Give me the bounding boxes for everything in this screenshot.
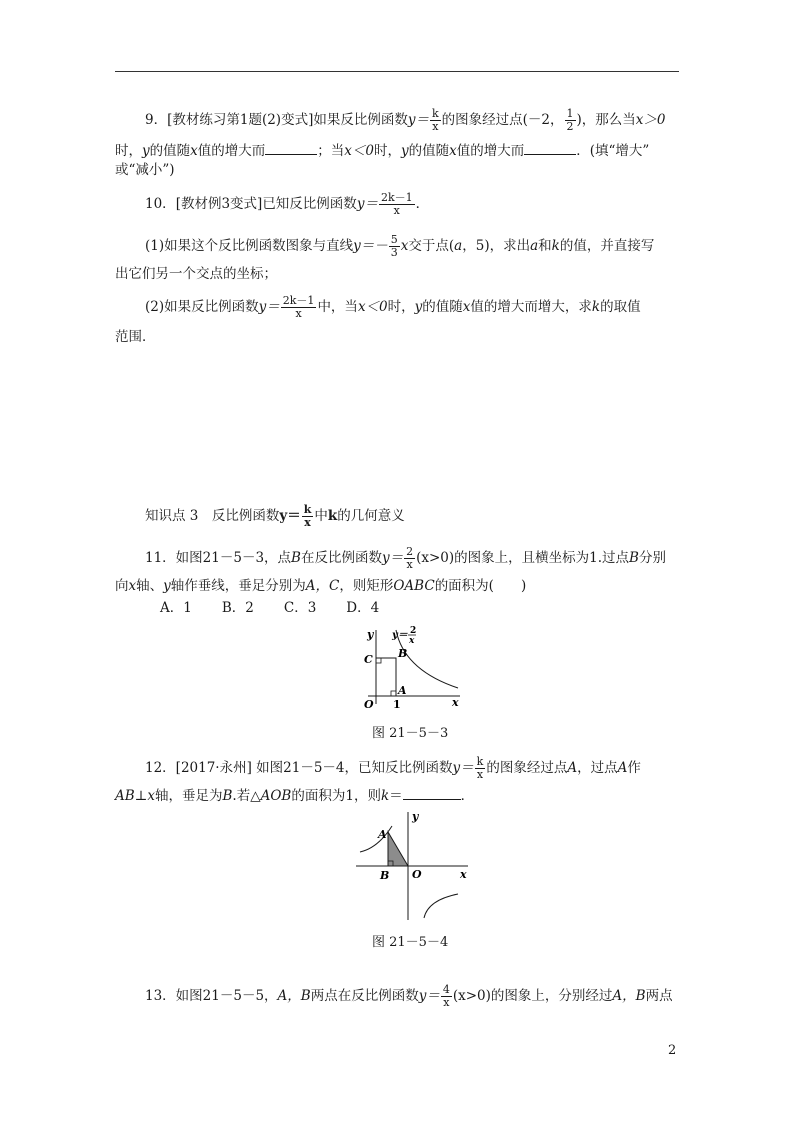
q10-part1-line2: 出它们另一个交点的坐标； xyxy=(115,266,277,282)
hyperbola-branch-lower-right xyxy=(424,894,458,918)
figure-caption: 图 21－5－4 xyxy=(372,935,449,950)
q12-line1: 12．[2017·永州] 如图21－5－4，已知反比例函数y＝ $\frac{k}{x}$ 的图象经过点A，过点A作 xyxy=(145,755,641,781)
q10-part2-line2: 范围． xyxy=(115,329,156,345)
fraction: $\frac{k}{x}$ xyxy=(303,503,312,529)
fraction: $\frac{5}{3}$ xyxy=(390,233,398,259)
q9-line2: 时，y的值随x值的增大而 ；当x＜0时，y的值随x值的增大而 ．(填“增大” xyxy=(115,143,650,159)
point-c-label: C xyxy=(364,653,373,666)
curve-label-denominator: x xyxy=(409,636,415,646)
fraction: $\frac{k}{x}$ xyxy=(476,755,484,781)
origin-label: O xyxy=(412,868,422,881)
q10-line1: 10．[教材例3变式]已知反比例函数y＝ $\frac{2k-1}{x}$ ． xyxy=(145,191,430,217)
fraction: $\frac{4}{x}$ xyxy=(442,983,450,1009)
right-angle-mark xyxy=(376,658,381,663)
q11-options xyxy=(160,598,379,618)
point-b-label: B xyxy=(398,647,408,660)
y-axis-label: y xyxy=(367,628,374,641)
q13-line1: 13．如图21－5－5，A，B两点在反比例函数y＝ $\frac{4}{x}$ (x>0)的图象上，分别经过A，B两点 xyxy=(145,983,673,1009)
right-angle-mark xyxy=(391,691,396,696)
fraction: $\frac{2}{x}$ xyxy=(406,545,414,571)
fraction: $\frac{k}{x}$ xyxy=(431,107,439,133)
fraction: $\frac{1}{2}$ xyxy=(566,107,574,133)
q10-part1: (1)如果这个反比例函数图象与直线y＝－ $\frac{5}{3}$ x交于点(a，5)，求出a和k的值，并直接写 xyxy=(145,233,655,259)
answer-blank[interactable] xyxy=(403,787,461,800)
header-rule xyxy=(115,71,679,72)
x-axis-label: x xyxy=(452,696,459,709)
tick-label-1: 1 xyxy=(393,698,401,711)
answer-blank[interactable] xyxy=(524,142,576,155)
knowledge-point-heading: 知识点 3 反比例函数y＝ $\frac{k}{x}$ 中k的几何意义 xyxy=(145,503,405,529)
option-c[interactable]: C．3 xyxy=(283,600,317,616)
answer-blank[interactable] xyxy=(265,142,317,155)
x-axis-label: x xyxy=(460,868,467,881)
q9-line1: 9．[教材练习第1题(2)变式]如果反比例函数y＝ $\frac{k}{x}$ 的图象经过点(－2， $\frac{1}{2}$ )，那么当x＞0 xyxy=(145,107,666,133)
option-d[interactable]: D．4 xyxy=(346,600,380,616)
hyperbola-branch-upper-left xyxy=(360,826,392,852)
option-a[interactable]: A．1 xyxy=(160,600,192,616)
point-a-label: A xyxy=(378,828,387,841)
curve-label-numerator: 2 xyxy=(410,626,417,636)
page-number: 2 xyxy=(668,1043,677,1058)
q12-line2: AB⊥x轴，垂足为B.若△AOB的面积为1，则k＝ ． xyxy=(115,788,475,804)
fraction: $\frac{2k-1}{x}$ xyxy=(282,294,315,320)
q9-line3: 或“减小”) xyxy=(115,162,175,178)
point-b-label: B xyxy=(380,869,390,882)
q11-line1: 11．如图21－5－3，点B在反比例函数y＝ $\frac{2}{x}$ (x>0)的图象上，且横坐标为1.过点B分别 xyxy=(145,545,666,571)
point-a-label: A xyxy=(398,684,407,697)
figure-21-5-4 xyxy=(352,808,472,922)
figure-caption: 图 21－5－3 xyxy=(372,726,449,741)
q11-line2: 向x轴、y轴作垂线，垂足分别为A，C，则矩形OABC的面积为( ) xyxy=(115,578,527,594)
option-b[interactable]: B．2 xyxy=(221,600,254,616)
curve-label: y＝ xyxy=(392,630,408,641)
origin-label: O xyxy=(364,698,374,711)
figure-21-5-3 xyxy=(360,624,464,714)
y-axis-label: y xyxy=(412,810,419,823)
q10-part2: (2)如果反比例函数y＝ $\frac{2k-1}{x}$ 中，当x＜0时，y的值随x值的增大而增大，求k的取值 xyxy=(145,294,641,320)
rectangle-oabc xyxy=(376,658,396,696)
fraction: $\frac{2k-1}{x}$ xyxy=(380,191,413,217)
